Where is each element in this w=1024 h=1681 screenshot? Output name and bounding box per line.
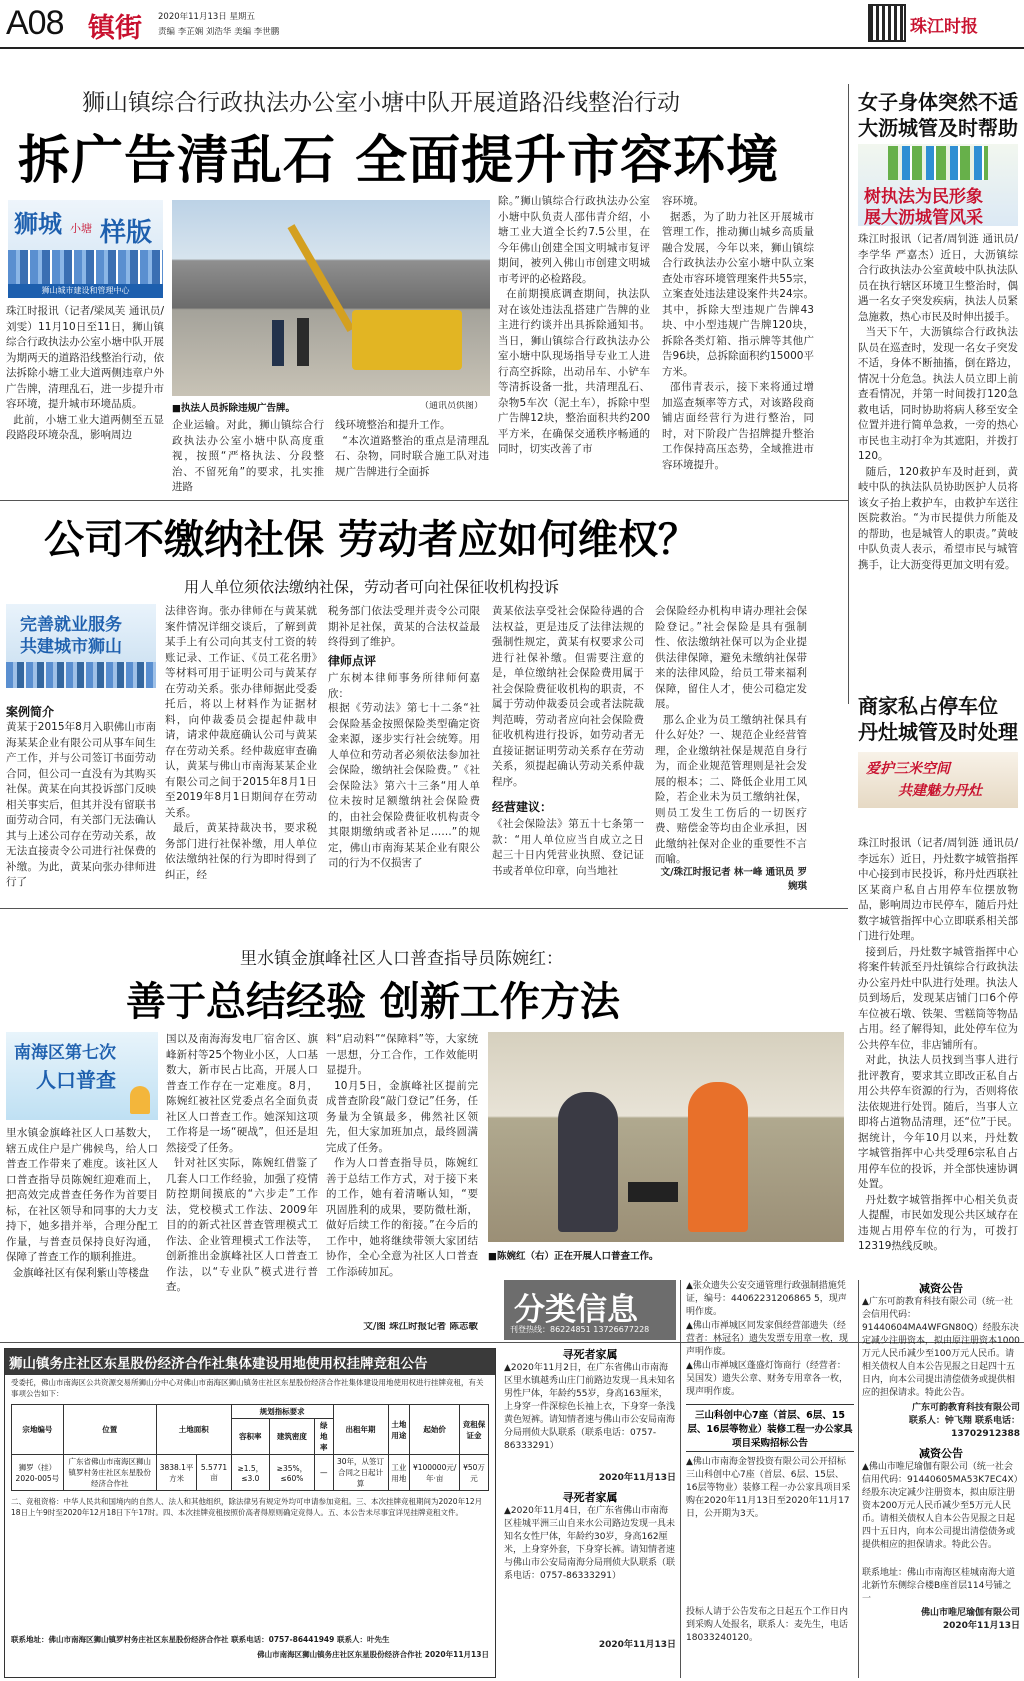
article1-headline: 拆广告清乱石 全面提升市容环境 xyxy=(18,131,780,191)
classified-title: 分类信息 xyxy=(514,1292,638,1328)
bid-subheader: 建筑密度 xyxy=(269,1419,314,1455)
article1-col4: 容环境。 据悉，为了助力社区开展城市管理工作，推动狮山城乡高质量融合发展，今年以来，狮山镇综合行政执法办公室小塘中队立案查处市容环境管理案件共55宗，立案查处违法建设案件共24宗。其中，拆除大型违规广告牌43块、中小型违规广告牌120块，拆除各类灯箱、指示牌等其他广告96块，总拆除面积约15000平方米。 邵伟青表示，接下来将通过增加巡查频率等方式，对该路段商铺店面经营行为进行整治，同时，对下阶段广告招牌提升整治工作保持高压态势，全域推进市容环境提升。 xyxy=(662,195,814,471)
lawyer-name: 广东树本律师事务所律师何嘉欣： xyxy=(328,672,480,700)
notice2-title: 寻死者家属 xyxy=(562,1491,618,1504)
header-rule xyxy=(0,47,1024,49)
notice1-date: 2020年11月13日 xyxy=(598,1473,676,1483)
table-row xyxy=(12,1455,489,1491)
article3-logo xyxy=(6,1032,158,1120)
article3-byline: 文/图 珠江时报记者 陈志敏 xyxy=(363,1322,478,1332)
reduction-sign-1: 广东可韵教育科技有限公司 xyxy=(911,1403,1020,1413)
sidebar2-logo-line1: 爱护三米空间 xyxy=(866,761,950,777)
bid-subheader: 容积率 xyxy=(231,1419,269,1455)
sidebar1-title-2: 大沥城管及时帮助 xyxy=(858,116,1018,140)
article3-logo-line2: 人口普查 xyxy=(36,1068,116,1092)
person-right-icon xyxy=(688,1082,748,1232)
logo-buildings xyxy=(888,146,988,180)
sidebar2-title-2: 丹灶城管及时处理 xyxy=(858,720,1018,744)
article3-col3 xyxy=(326,1032,478,1342)
bid-title: 狮山镇务庄社区东星股份经济合作社集体建设用地使用权挂牌竞租公告 xyxy=(5,1349,495,1375)
sidebar2-body: 珠江时报讯（记者/周钊涟 通讯员/李远东）近日，丹灶数字城管指挥中心接到市民投诉，称丹灶西联社区某商户私自占用停车位摆放物品，影响周边市民停车，随后丹灶数字城管指挥中心立即联系相关部门进行处理。 接到后，丹灶数字城管指挥中心将案件转派至丹灶镇综合行政执法办公室丹灶中队进行处理。执法人员到场后，发现某店铺门口6个停车位被石墩、铁架、雪糕筒等物品占用。经了解得知，此处停车位为公共停车位，非店铺所有。 对此，执法人员找到当事人进行批评教育，要求其立即改正私自占用公共停车资源的行为，否则将依法依规进行处罚。随后，当事人立即将占道物品清理，还“位”于民。据统计，今年10月以来，丹灶数字城管指挥中心共受理6宗私自占用停车位的投诉，并全部快速协调处置。 丹灶数字城管指挥中心相关负责人提醒，市民如发现公共区域存在违规占用停车位的行为，可拨打12319热线反映。 xyxy=(858,837,1018,1252)
tender-title: 三山科创中心7座（首层、6层、15层、16层等物业）装修工程一办公家具项目采购招标公告 xyxy=(686,1404,854,1452)
article3-col1: 里水镇金旗峰社区人口基数大，辖五成住户是广佛候鸟，给人口普查工作带来了难度。该社区人口普查指导员陈婉红迎难而上，把高效完成普查任务作为首要目标，在社区领导和同事的大力支持下，她多措并举，合理分配工作量，与普查员保持良好沟通，保障了普查工作的顺利推进。 金旗峰社区有保利紫山等楼盘 xyxy=(6,1127,158,1279)
article2-logo-line2: 共建城市狮山 xyxy=(20,637,122,657)
bid-header: 出租年期 xyxy=(333,1405,388,1455)
tender-body: ▲佛山市南海金智投资有限公司公开招标三山科创中心7座（首层、6层、15层、16层等物业）装修工程一办公家具项目采购在2020年11月13日至2020年11月17日，公开期为3天。 xyxy=(686,1457,851,1519)
page-number: A08 xyxy=(6,4,64,42)
article3-photo xyxy=(488,1032,844,1242)
bid-footer: 佛山市南海区狮山镇务庄社区东星股份经济合作社 2020年11月13日 xyxy=(257,1649,489,1659)
paper-name-logo: 珠江时报 xyxy=(910,17,978,37)
sidebar1-logo xyxy=(858,144,1018,226)
bid-cell: 工业用地 xyxy=(388,1455,410,1491)
article1-col2a: 企业运输。对此，狮山镇综合行政执法办公室小塘中队高度重视，按照“严格执法、分段整治、不留死角”的要求，扎实推进路 xyxy=(172,419,324,492)
article2-col4 xyxy=(492,604,644,898)
bid-header: 起始价 xyxy=(410,1405,460,1455)
column-rule xyxy=(680,1280,681,1678)
logo-figure-icon xyxy=(130,1086,150,1114)
sidebar1-body: 珠江时报讯（记者/周钊涟 通讯员/李学华 严嘉杰）近日，大沥镇综合行政执法办公室黄岐中队执法队员在执行辖区环境卫生整治时，偶遇一名女子突发疾病，执法人员紧急施救，热心市民及时伸出援手。 当天下午，大沥镇综合行政执法队员在巡查时，发现一名女子突发不适，身体不断抽搐，倒在路边，情况十分危急。执法人员立即上前查看情况，并第一时间拨打120急救电话，同时协助将病人移至安全位置并进行简单急救，一旁的热心市民也主动打伞为其遮阳，并拨打120。 随后，120救护车及时赶到，黄岐中队的执法队员协助医护人员将该女子抬上救护车，由救护车送往医院救治。“为市民提供力所能及的帮助，也是城管人的职责。”黄岐中队负责人表示，希望市民与城管携手，让大沥变得更加文明有爱。 xyxy=(858,233,1018,571)
sidebar1-logo-line1: 树执法为民形象 xyxy=(864,187,983,207)
reduction-date-2: 2020年11月13日 xyxy=(942,1621,1020,1631)
qr-code-icon xyxy=(868,4,906,42)
bid-cell: — xyxy=(314,1455,333,1491)
notice-lost-2: ▲佛山市禅城区同发家俱经营部遗失（经营者：林冠名）遗失发票专用章一枚，现声明作废。 xyxy=(686,1321,849,1357)
article3-logo-line1: 南海区第七次 xyxy=(14,1043,116,1063)
bid-intro: 受委托，佛山市南海区公共资源交易所狮山分中心对佛山市南海区狮山镇务庄社区东星股份经济合作社集体建设用地使用权进行挂牌竞租，有关事项公告如下： xyxy=(11,1378,484,1398)
case-title: 案例简介 xyxy=(6,705,55,719)
section-name: 镇街 xyxy=(88,13,142,44)
truck-icon xyxy=(352,310,462,370)
article1-kicker: 狮山镇综合行政执法办公室小塘中队开展道路沿线整治行动 xyxy=(82,90,680,116)
article3-photo-caption: ■陈婉红（右）正在开展人口普查工作。 xyxy=(488,1251,659,1262)
logo-title-3: 样版 xyxy=(100,218,153,248)
bid-cell: ≥1.5，≤3.0 xyxy=(231,1455,269,1491)
classified-col2 xyxy=(686,1280,854,1678)
bid-header: 宗地编号 xyxy=(12,1405,64,1455)
article1-photo-caption: ■执法人员拆除违规广告牌。 xyxy=(172,403,295,414)
notice1-body: ▲2020年11月2日，在广东省佛山市南海区里水镇越秀山庄门前路边发现一具未知名男性尸体，年龄约55岁，身高163厘米，上身穿一件深棕色长袖上衣，下身穿一条浅黄色短裤。请知情者速与佛山市公安局南海分局刑侦大队联系（联系电话：0757-86333291） xyxy=(504,1363,676,1451)
logo-sub: 狮山城市建设和管理中心 xyxy=(8,284,163,298)
article1-photo-credit: （通讯员供图） xyxy=(420,401,484,411)
bid-cell: ≥35%，≤60% xyxy=(269,1455,314,1491)
article2-col3 xyxy=(328,604,480,898)
worker-icon xyxy=(297,318,309,366)
reduction-sign-2: 佛山市唯尼瑜伽有限公司 xyxy=(920,1608,1020,1618)
reduction-addr-2: 联系地址：佛山市南海区桂城南海大道北新竹东侧综合楼B座首层114号铺之一 xyxy=(862,1568,1016,1604)
notice1-title: 寻死者家属 xyxy=(562,1348,618,1361)
crane-icon xyxy=(288,224,355,332)
reduction-body-2: ▲佛山市唯尼瑜伽有限公司（统一社会信用代码：91440605MA53K7EC4X）经股东决定减少注册资本，拟由原注册资本200万元人民币减少至5万元人民币。请相关债权人自本公告见报之日起四十五日内，向本公司提出清偿债务或提供相应的担保请求。特此公告。 xyxy=(862,1462,1019,1550)
lawyer-comment-title: 律师点评 xyxy=(328,654,377,668)
bid-cell: 狮罗（挂）2020-005号 xyxy=(12,1455,64,1491)
notice-lost-3: ▲佛山市禅城区蓬盛灯饰商行（经营者：吴国发）遗失公章、财务专用章各一枚，现声明作废。 xyxy=(686,1361,849,1397)
bid-header: 规划指标要求 xyxy=(231,1405,333,1419)
person-left-icon xyxy=(558,1092,618,1232)
sidebar2-logo xyxy=(858,752,1018,808)
bid-header: 竞租保证金 xyxy=(460,1405,489,1455)
article3-kicker: 里水镇金旗峰社区人口普查指导员陈婉红： xyxy=(240,949,563,969)
article2-byline: 文/珠江时报记者 林一峰 通讯员 罗婉琪 xyxy=(660,867,807,892)
advice-body: 《社会保险法》第五十七条第一款：“用人单位应当自成立之日起三十日内凭营业执照、登记证书或者单位印章，向当地社 xyxy=(492,818,644,877)
header-date: 2020年11月13日 星期五 xyxy=(158,12,255,22)
classified-banner xyxy=(504,1280,676,1340)
col5-body: 会保险经办机构申请办理社会保险登记。”社会保险是具有强制性、依法缴纳社保可以为企业提供法律保障，避免未缴纳社保带来的法律风险，给员工带来福利保障，留住人才，使公司稳定发展。 那么企业为员工缴纳社保具有什么好处？一、规范企业经营管理，企业缴纳社保是规范自身行为，而企业规范管理则是社会发展的根本；二、降低企业用工风险，若企业未为员工缴纳社保，则员工发生工伤后的一切医疗费、赔偿金等均由企业承担，因此缴纳社保对企业的重要性不言而喻。 xyxy=(655,605,807,865)
reduction-body-1: ▲广东可韵教育科技有限公司（统一社会信用代码：91440604MA4WFGN80Q）经股东决定减少注册资本，拟由原注册资本1000万元人民币减少至100万元人民币。请相关债权人自本公告见报之日起四十五日内，向本公司提出清偿债务或提供相应的担保请求。特此公告。 xyxy=(862,1297,1020,1398)
article2-col2: 法律咨询。张办律师在与黄某就案件情况详细交谈后，了解到黄某手上有公司向其支付工资的转账记录、工作证、《员工花名册》等材料可用于证明公司与黄某存在劳动关系。张办律师据此受委托后，将以上材料作为证据材料，向仲裁委员会提起仲裁申请，请求仲裁庭确认公司与黄某存在劳动关系。经仲裁庭审查确认，黄某与佛山市南海某某企业有限公司之间于2015年8月1日至2019年8月1日期间存在劳动关系。 最后，黄某持裁决书，要求税务部门进行社保补缴，用人单位依法缴纳社保的行为即时得到了纠正，经 xyxy=(165,605,317,881)
col3-intro: 税务部门依法受理并责令公司限期补足社保，黄某的合法权益最终得到了维护。 xyxy=(328,605,480,648)
article1-logo xyxy=(8,200,163,298)
section-rule xyxy=(0,500,848,501)
classified-col3 xyxy=(862,1280,1020,1678)
bid-cell: 5.5771亩 xyxy=(197,1455,231,1491)
bid-table-wrap xyxy=(5,1402,495,1493)
bid-header: 位置 xyxy=(63,1405,156,1455)
bid-notice xyxy=(4,1348,496,1678)
article2-logo xyxy=(6,604,156,688)
reduction-title-2: 减资公告 xyxy=(919,1447,963,1460)
sidebar2-logo-line2: 共建魅力丹灶 xyxy=(898,783,982,799)
logo-title-1: 狮城 xyxy=(14,210,62,238)
sidebar2-title-1: 商家私占停车位 xyxy=(858,694,998,718)
header-editors: 责编 李芷娴 刘浩华 美编 李世鹏 xyxy=(158,27,280,37)
logo-skyline xyxy=(8,250,163,284)
bid-table xyxy=(11,1404,489,1491)
bid-cell: 30年，从签订合同之日起计算 xyxy=(333,1455,388,1491)
reduction-title-1: 减资公告 xyxy=(919,1282,963,1295)
bid-contact: 联系地址：佛山市南海区狮山镇罗村务庄社区东星股份经济合作社 联系电话：0757-86441949 联系人：叶先生 xyxy=(11,1635,390,1644)
article2-col5 xyxy=(655,604,807,898)
article3-headline: 善于总结经验 创新工作方法 xyxy=(126,979,620,1025)
column-rule xyxy=(858,1280,859,1678)
bid-subheader: 绿地率 xyxy=(314,1419,333,1455)
article2-case-body: 黄某于2015年8月入职佛山市南海某某企业有限公司从事车间生产工作，并与公司签订书面劳动合同，但公司一直没有为其购买社保。黄某在向其投诉部门反映相关事实后，但其并没有留联书面劳动合同，有关部门无法确认其与上述公司存在劳动关系，故无法直接责令公司进行社保费的补缴。为此，黄某向张办律师进行了 xyxy=(6,721,156,888)
article1-col2b: 线环境整治和提升工作。 “本次道路整治的重点是清理乱石、杂物，同时联合施工队对违规广告牌进行全面拆 xyxy=(335,419,489,478)
notice2-body: ▲2020年11月4日，在广东省佛山市南海区桂城平洲三山自来水公司路边发现一具未知名女性尸体，年龄约30岁，身高162厘米，上身穿外套，下身穿长裤。请知情者速与佛山市公安局南海分局刑侦大队联系（联系电话：0757-86333291） xyxy=(504,1506,676,1581)
bid-cell: 3838.1平方米 xyxy=(156,1455,197,1491)
article2-headline: 公司不缴纳社保 劳动者应如何维权？ xyxy=(44,517,698,563)
article1-col1: 珠江时报讯（记者/梁凤芙 通讯员/刘雯）11月10日至11日，狮山镇综合行政执法办公室小塘中队开展为期两天的道路沿线整治行动，依法拆除小塘工业大道两侧违章户外广告牌，清理乱石，进一步提升市容环境，提升城市环境品质。 此前，小塘工业大道两侧至五显段路段环境杂乱，影响周边 xyxy=(6,305,164,441)
tablet-icon xyxy=(628,1182,678,1202)
classified-col1 xyxy=(504,1346,676,1678)
article1-col3: 除。”狮山镇综合行政执法办公室小塘中队负责人邵伟青介绍，小塘工业大道全长约7.5公里，在今年佛山创建全国文明城市复评期间，被列入佛山市创建文明城市考评的必检路段。 在前期摸底调查期间，执法队对在该处违法乱搭建广告牌的业主进行约谈并出具拆除通知书。当日，狮山镇综合行政执法办公室小塘中队现场指导专业工人进行高空拆除，出动吊车、小铲车等清拆设备一批，共清理乱石、杂物5车次（泥土车），拆除中型广告牌12块，整治面积共约200平方米，在确保交通秩序畅通的同时，切实改善了市 xyxy=(498,195,650,455)
advice-title: 经营建议： xyxy=(492,800,553,814)
sidebar1-logo-line2: 展大沥城管风采 xyxy=(864,208,983,226)
article1-photo xyxy=(172,200,490,396)
section-rule xyxy=(0,908,848,909)
reduction-contact-1: 联系人：钟飞翔 联系电话：13702912388 xyxy=(908,1416,1020,1439)
logo-title-2: 小塘 xyxy=(70,222,92,235)
col4-body: 黄某依法享受社会保险待遇的合法权益，更是违反了法律法规的强制性规定，黄某有权要求公司进行社保补缴。但需要注意的是，单位缴纳社会保险费用属于社会保险费征收机构的职责，不属于劳动仲裁委员会或者法院裁判范畴，劳动者应向社会保险费征收机构进行投诉，如劳动者无直接证据证明劳动关系存在劳动关系，须提起确认劳动关系仲裁程序。 xyxy=(492,605,644,788)
article3-col2: 国以及南海海发电厂宿舍区、旗峰新村等25个物业小区，人口基数大，新市民占比高，开展人口普查工作存在一定难度。8月，陈婉红被社区党委点名全面负责社区人口普查工作。她深知这项工作将是一场“硬战”，但还是坦然接受了任务。 针对社区实际，陈婉红借鉴了几套人口工作经验，加强了疫情防控期间摸底的“六步走”工作法，党校模式工作法、2009年目的的新式社区普查管理模式工作法、企业管理模式工作法等，创新推出金旗峰社区人口普查工作法，以“专业队”模式进行普查。 xyxy=(166,1033,318,1293)
worker-icon xyxy=(272,320,284,366)
bid-header: 土地用途 xyxy=(388,1405,410,1455)
article2-logo-line1: 完善就业服务 xyxy=(20,615,122,635)
bid-cell: ¥50万元 xyxy=(460,1455,489,1491)
bid-notes: 二、竞租资格：中华人民共和国境内的自然人、法人和其他组织，除法律另有规定外均可申请参加竞租。三、本次挂牌竞租期间为2020年12月18日上午9时至2020年12月18日下午17时。四、本次挂牌竞租按照价高者得原则确定竞得人。五、本公告未尽事宜详见挂牌竞租文件。 xyxy=(11,1497,483,1517)
col3-body: 料“启动料”“保障料”等，大家统一思想，分工合作，工作效能明显提升。 10月5日，金旗峰社区提前完成普查阶段“敲门登记”任务，任务量为全镇最多，佛然社区领先，但大家加班加点，最终圆满完成了任务。 作为人口普查指导员，陈婉红善于总结工作方式，对于接下来的工作，她有着清晰认知，“要巩固胜利的成果，要防微杜渐，做好后续工作的衔接。”在今后的工作中，她将继续带领大家团结协作，全心全意为社区人口普查工作添砖加瓦。 xyxy=(326,1033,478,1278)
bid-cell: ¥100000元/年·亩 xyxy=(410,1455,460,1491)
logo-skyline xyxy=(6,662,156,688)
notice-lost-1: ▲张众遗失公安交通管理行政强制措施凭证，编号：44062231206865 5，现声明作废。 xyxy=(686,1281,847,1317)
bid-cell: 广东省佛山市南海区狮山镇罗村务庄社区东星股份经济合作社 xyxy=(63,1455,156,1491)
notice2-date: 2020年11月13日 xyxy=(598,1640,676,1650)
column-rule xyxy=(848,84,849,704)
sidebar1-title-1: 女子身体突然不适 xyxy=(858,90,1018,114)
classified-phone: 刊登热线：86224851 13726677228 xyxy=(510,1325,650,1334)
tender-contact: 投标人请于公告发布之日起五个工作日内到采购人处报名，联系人：麦先生，电话18033240120。 xyxy=(686,1607,849,1643)
bid-header: 土地面积 xyxy=(156,1405,231,1455)
lawyer-comment-body: 根据《劳动法》第七十二条“社会保险基金按照保险类型确定资金来源，逐步实行社会统筹。用人单位和劳动者必须依法参加社会保险，缴纳社会保险费。”《社会保险法》第六十三条“用人单位未按时足额缴纳社会保险费的，由社会保险费征收机构责令其限期缴纳或者补足……”的规定，佛山市南海某某企业有限公司的行为不仅损害了 xyxy=(328,702,480,869)
article2-subhead: 用人单位须依法缴纳社保，劳动者可向社保征收机构投诉 xyxy=(184,578,560,596)
